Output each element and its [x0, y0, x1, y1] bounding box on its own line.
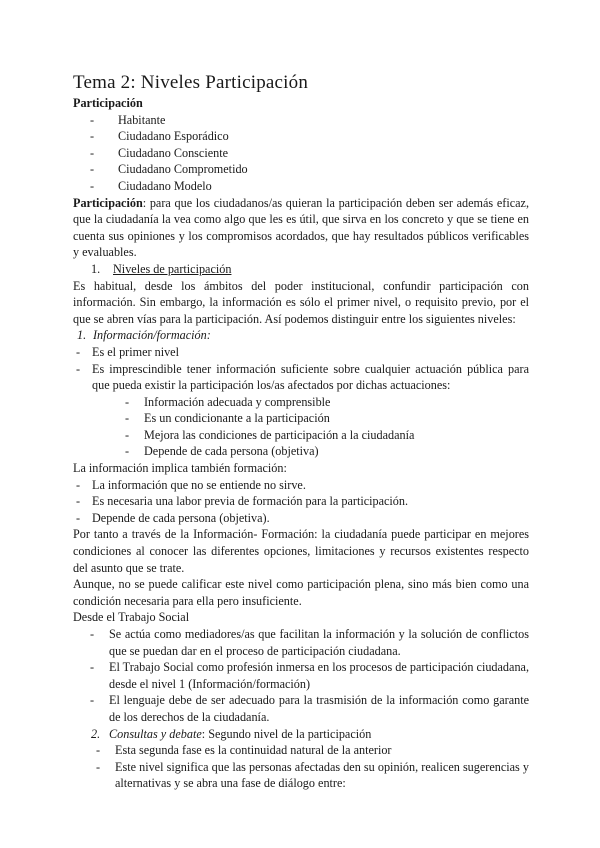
sub-list-item: - Información adecuada y comprensible — [125, 394, 331, 409]
list-item: - El Trabajo Social como profesión inmersa en los procesos de participación ciudadana, desde el nivel 1 (Información/formación) — [90, 660, 529, 691]
participation-types-list — [73, 112, 529, 195]
list-item: - Ciudadano Consciente — [90, 145, 229, 160]
list-item: - Habitante — [90, 112, 166, 127]
sub-list-item: - Mejora las condiciones de participación a la ciudadanía — [125, 427, 415, 442]
level2-heading: 2. Consultas y debate: Segundo nivel de la participación — [91, 726, 372, 741]
list-item: - Es imprescindible tener información suficiente sobre cualquier actuación pública para que pueda existir la participación los/as afectados por dichas actuaciones: — [76, 361, 529, 393]
list-item: - El lenguaje debe de ser adecuado para la trasmisión de la información como garante de los derechos de la ciudadanía. — [90, 693, 529, 724]
section-subtitle: Participación — [73, 96, 143, 110]
definition-term: Participación — [73, 195, 143, 210]
sub-list-item: - Es un condicionante a la participación — [125, 411, 330, 426]
list-item: - La información que no se entiende no sirve. — [76, 477, 306, 492]
section-heading: 1. Niveles de participación — [91, 261, 232, 276]
list-item: - Ciudadano Esporádico — [90, 129, 229, 144]
paragraph: Por tanto a través de la Información- Formación: la ciudadanía puede participar en mejores condiciones al conocer las diferentes opciones, limitaciones y recursos existentes respecto del asunto que se trate. — [73, 527, 529, 575]
list-item: - Este nivel significa que las personas afectadas den su opinión, realicen sugerencias y alternativas y se abra una fase de diálogo entre: — [96, 759, 529, 791]
document-title: Tema 2: Niveles Participación — [73, 72, 309, 93]
list-item: - Esta segunda fase es la continuidad natural de la anterior — [96, 743, 392, 758]
definition-text: : para que los ciudadanos/as quieran la participación deben ser además eficaz, que la ciudadanía la vea como algo que les es útil, que sirva en los concreto y que se tiene en cuenta sus opiniones y los compromisos acordados, que hay resultados públicos verificables y evaluables. — [73, 195, 529, 260]
section-intro: Es habitual, desde los ámbitos del poder institucional, confundir participación con información. Sin embargo, la información es sólo el primer nivel, o requisito previo, por el que se abren vías para la participación. Así podemos distinguir entre los siguientes niveles: — [73, 278, 529, 326]
list-item: - Ciudadano Modelo — [90, 178, 212, 193]
formation-intro: La información implica también formación: — [73, 461, 287, 476]
social-work-title: Desde el Trabajo Social — [73, 610, 190, 625]
list-item: - Se actúa como mediadores/as que facilitan la información y la solución de conflictos que se puedan dar en el proceso de participación ciudadana. — [90, 627, 529, 658]
paragraph: Aunque, no se puede calificar este nivel como participación plena, sino más bien como una condición necesaria para ella pero insuficiente. — [73, 577, 529, 608]
list-item: - Depende de cada persona (objetiva). — [76, 510, 270, 525]
sub-list-item: - Depende de cada persona (objetiva) — [125, 444, 319, 459]
level1-heading: 1. Información/formación: — [77, 328, 211, 343]
list-item: - Es el primer nivel — [76, 344, 179, 359]
document-page — [73, 72, 529, 792]
list-item: - Ciudadano Comprometido — [90, 162, 248, 177]
list-item: - Es necesaria una labor previa de formación para la participación. — [76, 494, 409, 509]
definition-paragraph — [73, 195, 529, 261]
